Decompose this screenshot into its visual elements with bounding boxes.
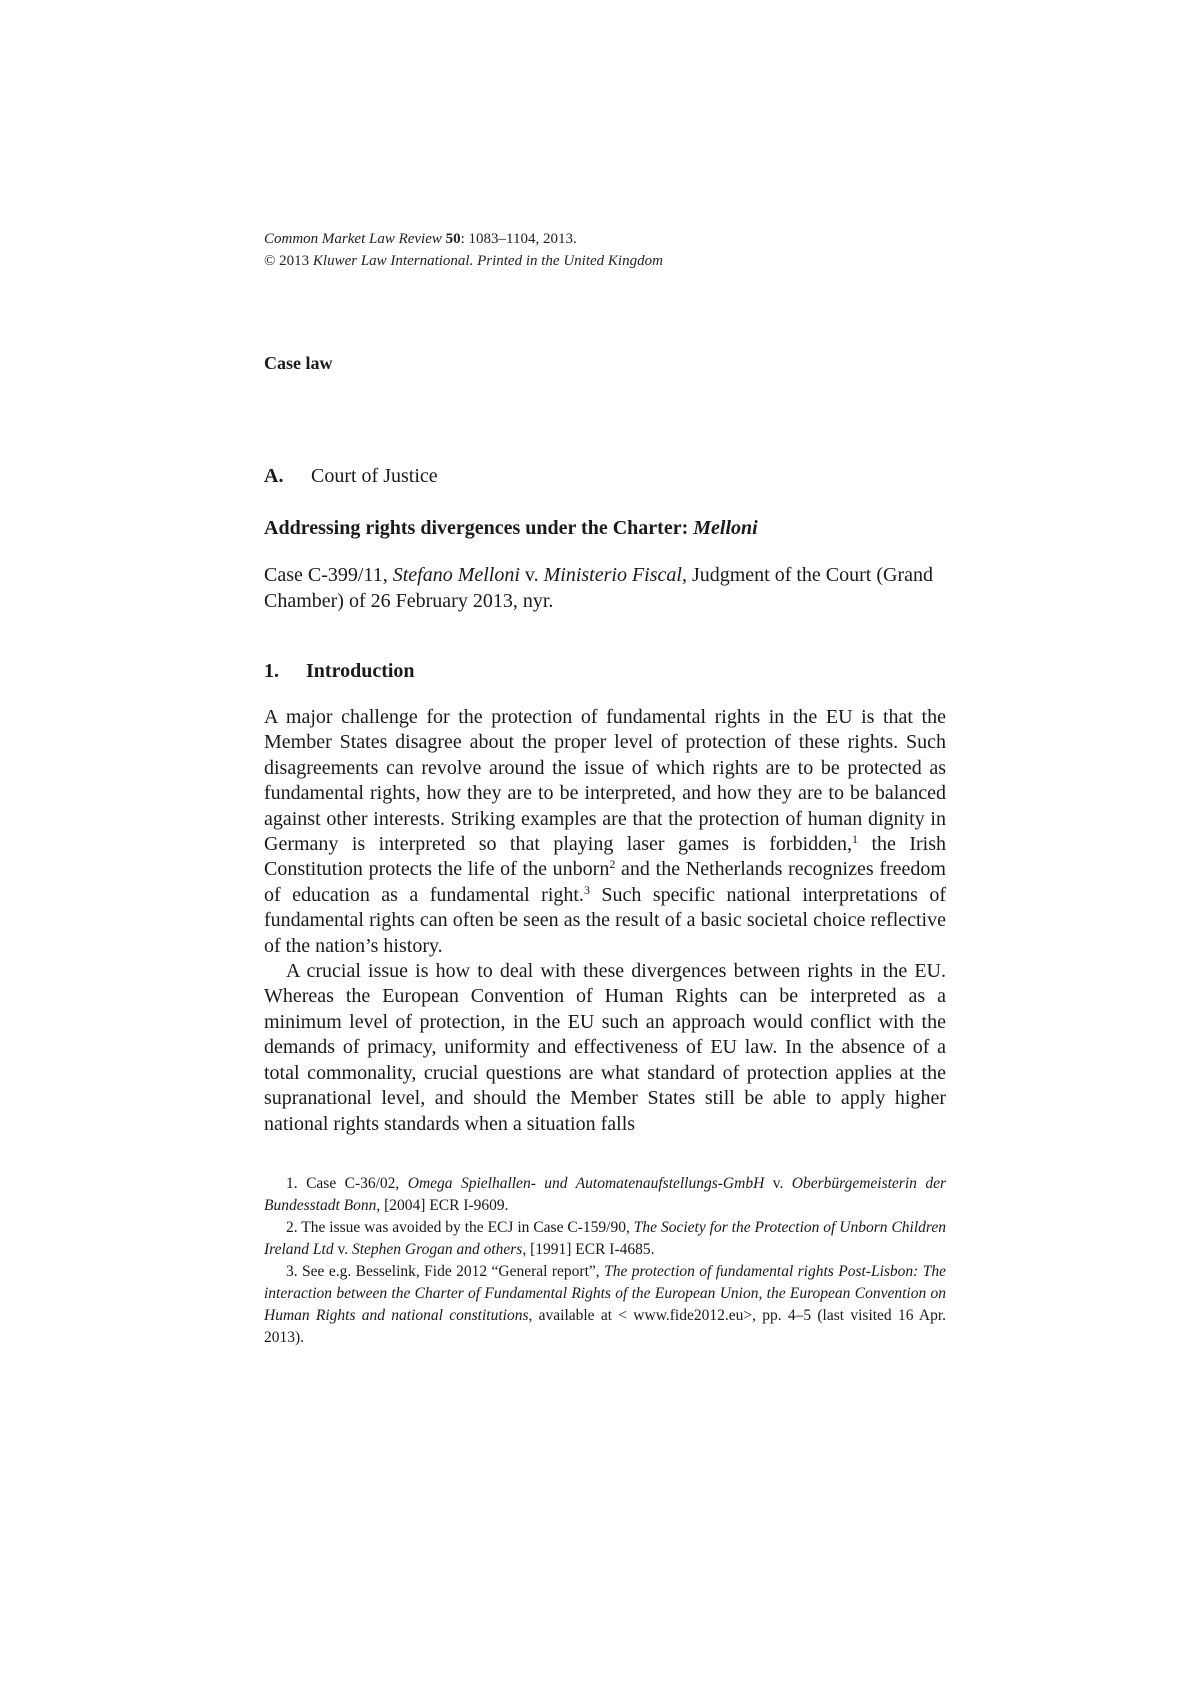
subsection-heading (264, 463, 946, 489)
footnote-3-text-a: 3. See e.g. Besselink, Fide 2012 “General report”, (286, 1262, 605, 1280)
case-note-title (264, 515, 946, 541)
section-heading-introduction (264, 658, 946, 684)
case-party-2: Ministerio Fiscal (543, 564, 682, 586)
footnote-2-text-a: 2. The issue was avoided by the ECJ in Case C-159/90, (286, 1218, 634, 1236)
footnote-ref-2: 2 (609, 857, 616, 872)
footnote-2-text-b: v. (333, 1240, 352, 1258)
footnote-1-text-c: , [2004] ECR I-9609. (376, 1196, 509, 1214)
footnote-2 (264, 1217, 946, 1261)
publisher-line: Kluwer Law International. Printed in the United Kingdom (312, 253, 663, 269)
copyright-line (264, 250, 946, 272)
body-text (264, 705, 946, 1137)
footnote-2-text-c: , [1991] ECR I-4685. (522, 1240, 655, 1258)
subsection-letter: A. (264, 465, 284, 487)
section-label: Case law (264, 353, 333, 373)
footnote-1-italic-b: Oberbürgemeisterin der Bundesstadt Bonn (264, 1174, 946, 1214)
paragraph-1-part-b: the Irish Constitution protects the life of the unborn (264, 833, 946, 881)
footnote-1-text-b: v. (764, 1174, 792, 1192)
article-page (264, 228, 946, 1349)
footnote-3-text-b: , available at < www.fide2012.eu>, pp. 4–5 (last visited 16 Apr. 2013). (264, 1306, 946, 1346)
subsection-title: Court of Justice (311, 465, 438, 487)
footnote-3-italic: The protection of fundamental rights Post-Lisbon: The interaction between the Charter of Fundamental Rights of the European Union, the European Convention on Human Rights and national constitutions (264, 1262, 946, 1324)
footnotes (264, 1173, 946, 1349)
journal-name: Common Market Law Review (264, 231, 442, 247)
paragraph-1-part-c: and the Netherlands recognizes freedom of education as a fundamental right. (264, 858, 946, 906)
case-note-title-text: Addressing rights divergences under the Charter: (264, 517, 694, 539)
footnote-1-italic-a: Omega Spielhallen- und Automatenaufstellungs-GmbH (407, 1174, 765, 1192)
journal-volume: 50 (445, 231, 461, 247)
footnote-ref-3: 3 (583, 882, 590, 897)
heading-title: Introduction (306, 660, 415, 682)
journal-citation (264, 228, 946, 250)
case-number: Case C-399/11, (264, 564, 393, 586)
copyright-year: 2013 (275, 253, 313, 269)
footnote-1 (264, 1173, 946, 1217)
case-versus: v. (519, 564, 544, 586)
paragraph-1-part-a: A major challenge for the protection of fundamental rights in the EU is that the Member States disagree about the proper level of protection of these rights. Such disagreements can revolve around the issue of which rights are to be protected as fundamental rights, how they are to be interpreted, and how they are to be balanced against other interests. Striking examples are that the protection of human dignity in Germany is interpreted so that playing laser games is forbidden, (264, 706, 946, 856)
paragraph-1-part-d: Such specific national interpretations of fundamental rights can often be seen as the result of a basic societal choice reflective of the nation’s history. (264, 883, 946, 957)
journal-pages: : 1083–1104, 2013. (460, 231, 577, 247)
case-judgment: , Judgment of the Court (Grand Chamber) of 26 February 2013, nyr. (264, 564, 934, 612)
footnote-ref-1: 1 (852, 832, 859, 847)
case-party-1: Stefano Melloni (392, 564, 520, 586)
paragraph-1 (264, 705, 946, 959)
heading-number: 1. (264, 660, 279, 682)
footnote-1-text-a: 1. Case C-36/02, (286, 1174, 408, 1192)
footnote-2-italic-a: The Society for the Protection of Unborn Children Ireland Ltd (264, 1218, 946, 1258)
footnote-2-italic-b: Stephen Grogan and others (351, 1240, 523, 1258)
copyright-symbol: © (264, 253, 276, 269)
paragraph-2: A crucial issue is how to deal with these divergences between rights in the EU. Whereas the European Convention of Human Rights can be interpreted as a minimum level of protection, in the EU such an approach would conflict with the demands of primacy, uniformity and effectiveness of EU law. In the absence of a total commonality, crucial questions are what standard of protection applies at the supranational level, and should the Member States still be able to apply higher national rights standards when a situation falls (264, 960, 946, 1135)
case-note-title-name: Melloni (693, 517, 758, 539)
case-reference (264, 562, 946, 614)
footnote-3 (264, 1261, 946, 1349)
